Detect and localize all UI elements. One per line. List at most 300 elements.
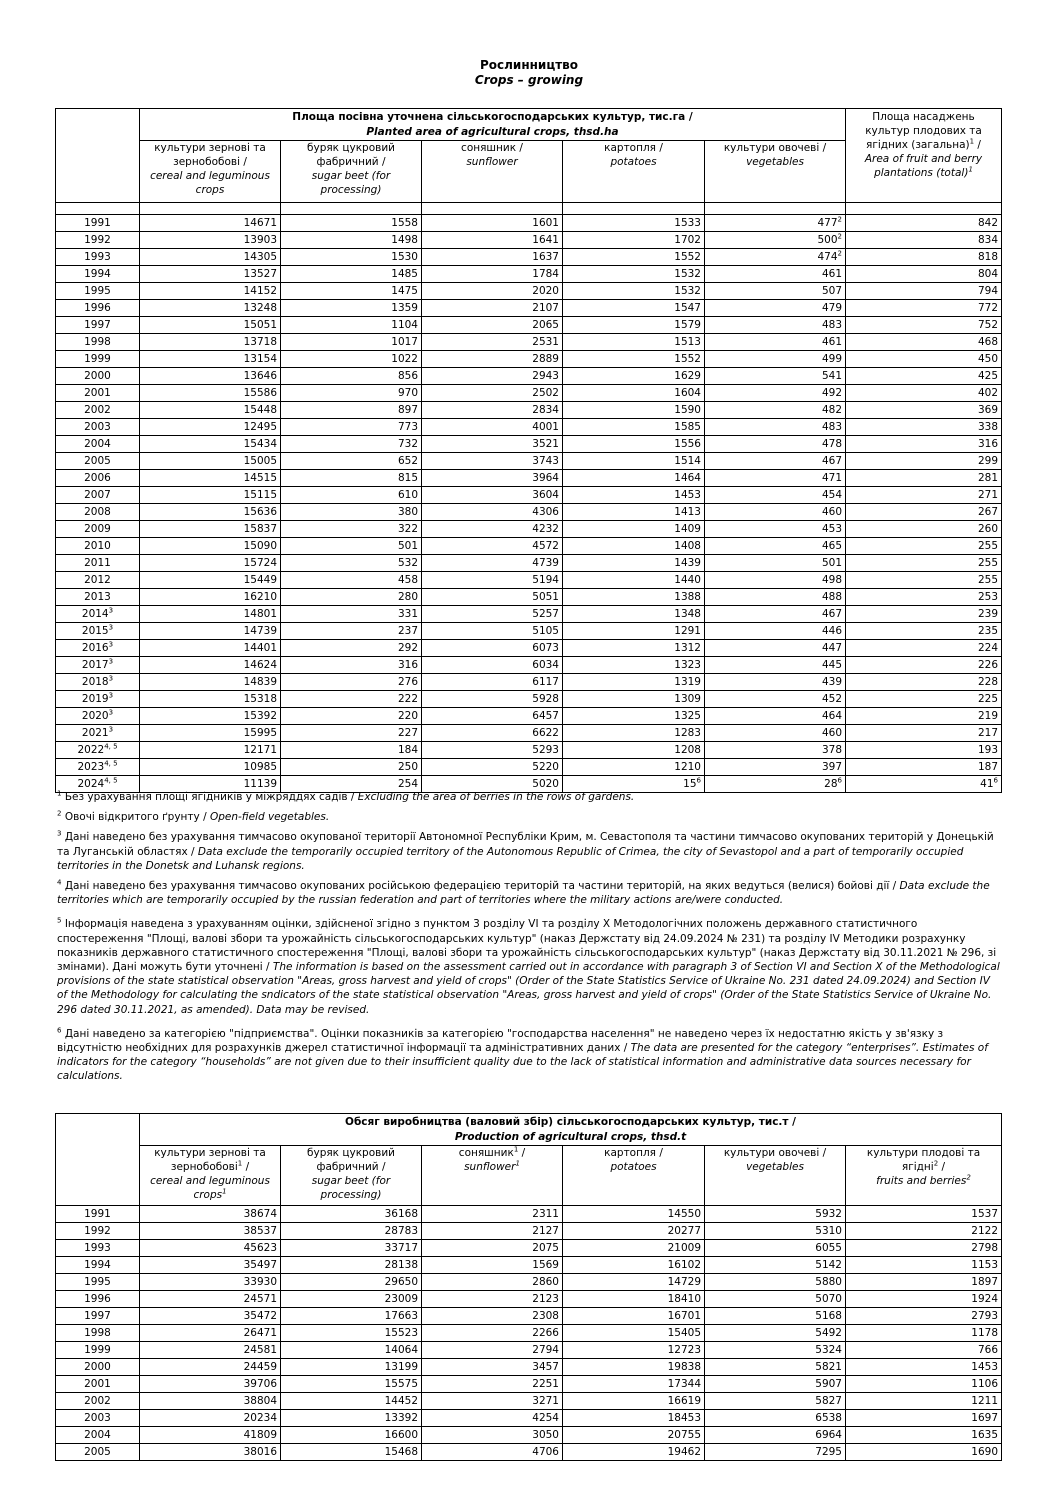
cell-value: 187 (977, 761, 998, 773)
spacer-cell (846, 203, 1002, 215)
cell-value: 4572 (532, 540, 559, 552)
table-cell (846, 1325, 1002, 1342)
cell-value: 1022 (391, 353, 418, 365)
year-cell (56, 521, 140, 538)
cell-value: 33930 (243, 1276, 277, 1288)
table-cell (846, 1342, 1002, 1359)
table-cell (563, 538, 705, 555)
cell-value: 477 (817, 217, 838, 229)
table-row (56, 1444, 1002, 1461)
table-cell (422, 1308, 563, 1325)
table-cell (705, 1393, 846, 1410)
table-cell (563, 1223, 705, 1240)
col-label-en: vegetables (746, 1161, 804, 1173)
year-value: 2014 (81, 608, 109, 620)
year-cell (56, 385, 140, 402)
table-cell (140, 606, 281, 623)
table-row (56, 606, 1002, 623)
table-cell (422, 334, 563, 351)
table-cell (140, 232, 281, 249)
footnotes (57, 790, 1002, 1084)
col-label-ua: буряк цукровий фабричний / (307, 142, 395, 168)
cell-value: 5168 (815, 1310, 842, 1322)
table-cell (422, 623, 563, 640)
year-cell (56, 691, 140, 708)
cell-value: 14550 (667, 1208, 701, 1220)
cell-value: 471 (821, 472, 842, 484)
cell-value: 7295 (815, 1446, 842, 1458)
table-row (56, 249, 1002, 266)
cell-value: 235 (977, 625, 998, 637)
table-cell (140, 215, 281, 232)
table-cell (563, 1325, 705, 1342)
table-cell (281, 453, 422, 470)
cell-value: 4001 (532, 421, 559, 433)
table-row (56, 742, 1002, 759)
cell-value: 842 (977, 217, 998, 229)
cell-value: 5821 (815, 1361, 842, 1373)
cell-value: 1585 (674, 421, 701, 433)
col-label-ua: культури плодові та ягідні (866, 1147, 981, 1173)
table-cell (281, 555, 422, 572)
table-cell (281, 1291, 422, 1308)
cell-value: 532 (397, 557, 418, 569)
footnote-ref: 1 (57, 789, 62, 798)
table-cell (846, 419, 1002, 436)
cell-value: 15005 (243, 455, 277, 467)
cell-value: 1514 (674, 455, 701, 467)
table-cell (563, 521, 705, 538)
cell-value: 1210 (674, 761, 701, 773)
table-cell (281, 572, 422, 589)
table-cell (140, 300, 281, 317)
table-cell (563, 742, 705, 759)
cell-value: 446 (821, 625, 842, 637)
col-header-sugar-beet (281, 141, 422, 203)
col-label-ua-suffix: / (518, 1147, 526, 1159)
table-cell (140, 555, 281, 572)
table-cell (705, 742, 846, 759)
table-row (56, 759, 1002, 776)
table-row (56, 300, 1002, 317)
year-value: 2005 (84, 1446, 111, 1458)
table-cell (422, 1427, 563, 1444)
cell-value: 16600 (384, 1429, 418, 1441)
cell-value: 1641 (532, 234, 559, 246)
footnote-text-ua: Без урахування площі ягідників у міжряддях садів / (64, 791, 358, 803)
year-cell (56, 1291, 140, 1308)
year-cell (56, 1410, 140, 1427)
table-cell (281, 487, 422, 504)
table-cell (422, 504, 563, 521)
table-cell (846, 300, 1002, 317)
table-cell (422, 1342, 563, 1359)
table-cell (422, 232, 563, 249)
table-row (56, 674, 1002, 691)
cell-value: 2834 (532, 404, 559, 416)
cell-value: 483 (821, 319, 842, 331)
table-cell (281, 1274, 422, 1291)
year-value: 2003 (84, 1412, 111, 1424)
table-cell (281, 1376, 422, 1393)
table-cell (281, 725, 422, 742)
table-cell (281, 283, 422, 300)
cell-value: 1440 (674, 574, 701, 586)
table-row (56, 1291, 1002, 1308)
cell-value: 1464 (674, 472, 701, 484)
cell-value: 1408 (674, 540, 701, 552)
table-cell (140, 657, 281, 674)
table-cell (705, 215, 846, 232)
cell-value: 29650 (384, 1276, 418, 1288)
table-cell (281, 708, 422, 725)
col-label-en: fruits and berries (876, 1175, 967, 1187)
table-cell (140, 1291, 281, 1308)
cell-value: 271 (977, 489, 998, 501)
table-cell (140, 674, 281, 691)
year-value: 2012 (84, 574, 111, 586)
year-cell (56, 453, 140, 470)
table-cell (705, 368, 846, 385)
cell-value: 1319 (674, 676, 701, 688)
year-value: 1991 (84, 217, 111, 229)
table-cell (563, 1342, 705, 1359)
table-cell (140, 436, 281, 453)
cell-value: 766 (977, 1344, 999, 1356)
footnote-ref: 3 (108, 691, 114, 700)
cell-value: 1552 (674, 251, 701, 263)
year-cell (56, 351, 140, 368)
cell-value: 15318 (243, 693, 277, 705)
cell-value: 1697 (971, 1412, 999, 1424)
table-cell (846, 1410, 1002, 1427)
table-row (56, 283, 1002, 300)
table-cell (422, 742, 563, 759)
production-table (55, 1113, 1002, 1461)
spacer-cell (705, 203, 846, 215)
table-cell (281, 674, 422, 691)
cell-value: 1312 (674, 642, 701, 654)
cell-value: 5324 (815, 1344, 842, 1356)
table-cell (563, 470, 705, 487)
year-cell (56, 708, 140, 725)
cell-value: 21009 (667, 1242, 701, 1254)
cell-value: 1530 (391, 251, 418, 263)
table-cell (422, 708, 563, 725)
cell-value: 255 (977, 574, 998, 586)
cell-value: 1533 (674, 217, 701, 229)
table2-group-ua: Обсяг виробництва (валовий збір) сільськогосподарських культур, тис.т / (345, 1116, 796, 1128)
cell-value: 402 (977, 387, 998, 399)
footnote-ref: 3 (108, 606, 114, 615)
cell-value: 5932 (815, 1208, 842, 1220)
table-cell (563, 249, 705, 266)
page-subtitle: Crops – growing (474, 73, 584, 87)
table-row (56, 385, 1002, 402)
cell-value: 818 (977, 251, 998, 263)
table-row (56, 572, 1002, 589)
cell-value: 1579 (674, 319, 701, 331)
table-cell (705, 402, 846, 419)
cell-value: 6538 (815, 1412, 842, 1424)
year-cell (56, 300, 140, 317)
footnote-ref: 2 (933, 1159, 939, 1168)
cell-value: 773 (397, 421, 418, 433)
cell-value: 1556 (674, 438, 701, 450)
table-cell (563, 351, 705, 368)
year-cell (56, 1376, 140, 1393)
cell-value: 19838 (667, 1361, 701, 1373)
table-cell (846, 368, 1002, 385)
year-value: 2010 (84, 540, 111, 552)
table-cell (705, 1359, 846, 1376)
table-cell (846, 1206, 1002, 1223)
footnote-ref: 4, 5 (104, 759, 118, 768)
cell-value: 2943 (532, 370, 559, 382)
table-cell (281, 1342, 422, 1359)
cell-value: 815 (397, 472, 418, 484)
cell-value: 316 (977, 438, 998, 450)
cell-value: 2502 (532, 387, 559, 399)
cell-value: 3964 (532, 472, 559, 484)
table-cell (281, 1359, 422, 1376)
table-cell (563, 385, 705, 402)
table-cell (846, 742, 1002, 759)
footnote-ref: 4 (57, 878, 62, 887)
year-value: 2007 (84, 489, 111, 501)
table-cell (705, 419, 846, 436)
table-cell (705, 249, 846, 266)
year-cell (56, 283, 140, 300)
table-cell (422, 555, 563, 572)
year-cell (56, 402, 140, 419)
year-value: 1995 (84, 1276, 111, 1288)
year-cell (56, 334, 140, 351)
table-cell (422, 1376, 563, 1393)
table-cell (422, 385, 563, 402)
cell-value: 23009 (384, 1293, 418, 1305)
table-cell (705, 606, 846, 623)
cell-value: 6117 (532, 676, 559, 688)
table-cell (140, 1393, 281, 1410)
cell-value: 255 (977, 540, 998, 552)
table-cell (705, 538, 846, 555)
cell-value: 28783 (384, 1225, 418, 1237)
cell-value: 41809 (243, 1429, 277, 1441)
table-cell (281, 1325, 422, 1342)
cell-value: 41 (980, 778, 994, 790)
table-row (56, 657, 1002, 674)
cell-value: 15523 (384, 1327, 418, 1339)
col-header-cereals (140, 141, 281, 203)
year-value: 2011 (84, 557, 111, 569)
table1-group-en: Planted area of agricultural crops, thsd.ha (366, 126, 619, 138)
table-cell (422, 674, 563, 691)
table-cell (422, 657, 563, 674)
year-value: 1993 (84, 251, 111, 263)
table-row (56, 1240, 1002, 1257)
table-cell (422, 368, 563, 385)
year-value: 1994 (84, 268, 111, 280)
table-cell (422, 1291, 563, 1308)
footnote (57, 790, 1002, 804)
year-value: 1998 (84, 1327, 111, 1339)
table2-group-header (140, 1114, 1002, 1146)
table-cell (846, 453, 1002, 470)
table-row (56, 555, 1002, 572)
table1-group-ua: Площа посівна уточнена сільськогосподарських культур, тис.га / (292, 111, 693, 123)
table-cell (422, 759, 563, 776)
cell-value: 492 (821, 387, 842, 399)
cell-value: 33717 (384, 1242, 418, 1254)
table-cell (846, 674, 1002, 691)
table-cell (563, 555, 705, 572)
year-value: 1998 (84, 336, 111, 348)
table-row (56, 1410, 1002, 1427)
cell-value: 5194 (532, 574, 559, 586)
col-header-potatoes (563, 1146, 705, 1206)
table-cell (846, 1444, 1002, 1461)
footnote-ref: 1 (515, 1159, 520, 1168)
cell-value: 237 (397, 625, 418, 637)
table-cell (281, 504, 422, 521)
cell-value: 13248 (243, 302, 277, 314)
col-header-potatoes (563, 141, 705, 203)
footnote-ref: 4, 5 (104, 742, 118, 751)
col-label-ua: культури зернові та зернобобові (154, 1147, 266, 1173)
cell-value: 2127 (532, 1225, 559, 1237)
table-cell (140, 742, 281, 759)
footnote-ref: 6 (993, 776, 998, 785)
footnote (57, 1027, 1002, 1084)
col-label-en: sugar beet (for processing) (311, 170, 391, 196)
cell-value: 461 (821, 268, 842, 280)
cell-value: 482 (821, 404, 842, 416)
cell-value: 5293 (532, 744, 559, 756)
cell-value: 250 (397, 761, 418, 773)
table1-body (56, 215, 1002, 793)
cell-value: 460 (821, 506, 842, 518)
table-row (56, 708, 1002, 725)
table-cell (563, 1291, 705, 1308)
table-cell (705, 436, 846, 453)
table-cell (563, 1427, 705, 1444)
table2-body (56, 1206, 1002, 1461)
table-row (56, 351, 1002, 368)
cell-value: 292 (397, 642, 418, 654)
col-label-en: potatoes (610, 1161, 657, 1173)
col-header-sunflower (422, 141, 563, 203)
cell-value: 1325 (674, 710, 701, 722)
cell-value: 13718 (243, 336, 277, 348)
table-cell (140, 504, 281, 521)
table-cell (705, 572, 846, 589)
year-cell (56, 1359, 140, 1376)
cell-value: 1604 (674, 387, 701, 399)
year-value: 2023 (77, 761, 105, 773)
table-cell (846, 487, 1002, 504)
table-row (56, 419, 1002, 436)
table-cell (140, 623, 281, 640)
year-cell (56, 249, 140, 266)
footnote (57, 917, 1002, 1016)
year-cell (56, 623, 140, 640)
table-cell (563, 334, 705, 351)
table-row (56, 402, 1002, 419)
table-cell (140, 368, 281, 385)
cell-value: 1635 (971, 1429, 999, 1441)
cell-value: 193 (977, 744, 998, 756)
year-cell (56, 674, 140, 691)
cell-value: 16210 (243, 591, 277, 603)
col-label-ua-suffix: / (938, 1161, 946, 1173)
footnote-text-ua: Овочі відкритого ґрунту / (64, 811, 210, 824)
year-value: 2017 (81, 659, 109, 671)
table-cell (563, 1410, 705, 1427)
table-row (56, 1308, 1002, 1325)
table-cell (705, 283, 846, 300)
year-value: 2008 (84, 506, 111, 518)
col-label-en: cereal and leguminous crops (150, 1175, 270, 1201)
table-cell (281, 691, 422, 708)
table-cell (705, 1325, 846, 1342)
table-cell (563, 317, 705, 334)
year-cell (56, 1240, 140, 1257)
table-cell (281, 657, 422, 674)
table-cell (422, 691, 563, 708)
cell-value: 1309 (674, 693, 701, 705)
cell-value: 1637 (532, 251, 559, 263)
year-cell (56, 215, 140, 232)
cell-value: 15575 (384, 1378, 418, 1390)
footnote-ref: 1 (968, 165, 973, 174)
table-cell (705, 555, 846, 572)
year-cell (56, 504, 140, 521)
cell-value: 1552 (674, 353, 701, 365)
table-cell (281, 521, 422, 538)
table-cell (705, 504, 846, 521)
table-cell (281, 1257, 422, 1274)
cell-value: 13154 (243, 353, 277, 365)
year-value: 1997 (84, 319, 111, 331)
table-cell (422, 1274, 563, 1291)
table-row (56, 504, 1002, 521)
table-cell (140, 1308, 281, 1325)
table-cell (281, 1206, 422, 1223)
table-cell (422, 606, 563, 623)
cell-value: 610 (397, 489, 418, 501)
year-value: 2001 (84, 387, 111, 399)
table-cell (140, 759, 281, 776)
cell-value: 38016 (243, 1446, 277, 1458)
year-cell (56, 572, 140, 589)
cell-value: 267 (977, 506, 998, 518)
table-cell (846, 1376, 1002, 1393)
cell-value: 20234 (243, 1412, 277, 1424)
table-row (56, 470, 1002, 487)
cell-value: 12171 (243, 744, 277, 756)
cell-value: 13527 (243, 268, 277, 280)
col-label-ua: культури зернові та зернобобові / (154, 142, 266, 168)
table-cell (705, 759, 846, 776)
footnote-text-en: Data exclude the temporarily occupied territory of the Autonomous Republic of Crimea, the city of Sevastopol and a part of temporarily occupied territories in the Donetsk and Luhansk regions. (57, 845, 964, 872)
cell-value: 14671 (243, 217, 277, 229)
table-cell (563, 402, 705, 419)
year-value: 2021 (81, 727, 109, 739)
cell-value: 5492 (815, 1327, 842, 1339)
cell-value: 38537 (243, 1225, 277, 1237)
table-cell (140, 351, 281, 368)
